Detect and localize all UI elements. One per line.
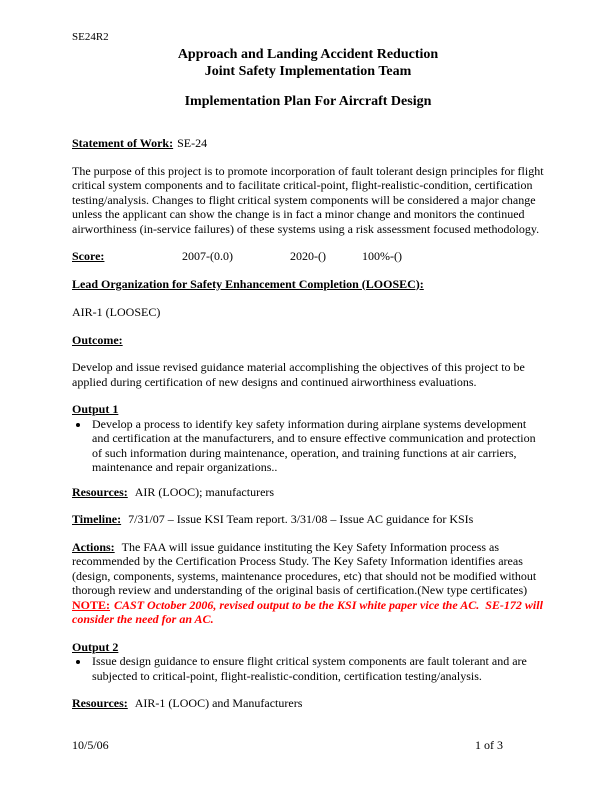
purpose-paragraph: The purpose of this project is to promote incorporation of fault tolerant design principles for flight critical system components and to facilitate critical-point, flight-realistic-condition, certification testing/analysis. Changes to flight critical system components will be considered a major change unless the applicant can show the change is in fact a minor change and monitors the continued airworthiness (in-service failures) of these systems using a risk assessment focused methodology. (72, 163, 544, 236)
doc-subtitle: Implementation Plan For Aircraft Design (184, 94, 432, 109)
output2-heading (72, 640, 544, 655)
output2-bullet-list (72, 654, 544, 683)
doc-code: SE24R2 (72, 31, 109, 43)
output1-actions-text: The FAA will issue guidance instituting the Key Safety Information process as recommended by the Certification Process Study. The Key Safety Information identifies areas (design, components, systems, maintenance procedures, etc) that should not be modified without thorough review and understanding of the original basis of certification.(New type certificates) (72, 539, 537, 597)
lead-org-heading (72, 277, 544, 292)
output1-bullet: • Develop a process to identify key safety information during airplane systems development and certification at the manufacturers, and to ensure effective communication and protection of such information during maintenance, operation, and training functions at air carriers, maintenance and repair organizations.. (90, 417, 544, 475)
outcome-text: Develop and issue revised guidance material accomplishing the objectives of this project to be applied during certification of new designs and continued airworthiness evaluations. (72, 360, 525, 389)
score-2020: 2020-() (290, 249, 326, 263)
statement-of-work-label: Statement of Work: (72, 136, 174, 150)
note-paragraph (72, 598, 544, 627)
output1-actions-label: Actions: (72, 539, 115, 554)
doc-title-line2: Joint Safety Implementation Team (204, 64, 412, 79)
score-label: Score: (72, 249, 105, 263)
output1-resources-value: AIR (LOOC); manufacturers (134, 484, 275, 499)
page-footer (72, 738, 544, 753)
output1-resources-line (72, 485, 544, 500)
output1-timeline-line (72, 512, 544, 527)
lead-org-label: Lead Organization for Safety Enhancement Completion (LOOSEC): (72, 276, 424, 291)
output2-label: Output 2 (72, 639, 119, 654)
statement-of-work-value: SE-24 (177, 136, 208, 150)
lead-org-value: AIR-1 (LOOSEC) (72, 305, 161, 319)
note-text: CAST October 2006, revised output to be the KSI white paper vice the AC. SE-172 will consider the need for an AC. (72, 597, 543, 626)
output1-timeline-label: Timeline: (72, 512, 122, 526)
output2-resources-line (72, 696, 544, 711)
outcome-label: Outcome: (72, 332, 123, 347)
output1-timeline-value: 7/31/07 – Issue KSI Team report. 3/31/08 – Issue AC guidance for KSIs (128, 512, 474, 526)
outcome-heading (72, 333, 544, 348)
output1-resources-label: Resources: (72, 484, 128, 499)
footer-date: 10/5/06 (72, 738, 109, 752)
output1-heading (72, 402, 544, 417)
score-100pct: 100%-() (362, 249, 402, 263)
output1-label: Output 1 (72, 402, 119, 416)
doc-title (72, 46, 544, 80)
doc-title-line1: Approach and Landing Accident Reduction (177, 47, 439, 62)
score-row (72, 249, 544, 264)
output1-bullet-list (72, 417, 544, 475)
output1-actions-paragraph (72, 540, 544, 598)
statement-of-work-line (72, 136, 544, 151)
score-2007: 2007-(0.0) (182, 249, 233, 263)
output2-resources-label: Resources: (72, 696, 128, 710)
output2-bullet: • Issue design guidance to ensure flight critical system components are fault tolerant and are subjected to critical-point, flight-realistic-condition, certification testing/analysis. (90, 654, 544, 683)
note-label: NOTE: (72, 597, 111, 612)
footer-page-number: 1 of 3 (475, 738, 503, 752)
output2-resources-value: AIR-1 (LOOC) and Manufacturers (134, 696, 303, 710)
